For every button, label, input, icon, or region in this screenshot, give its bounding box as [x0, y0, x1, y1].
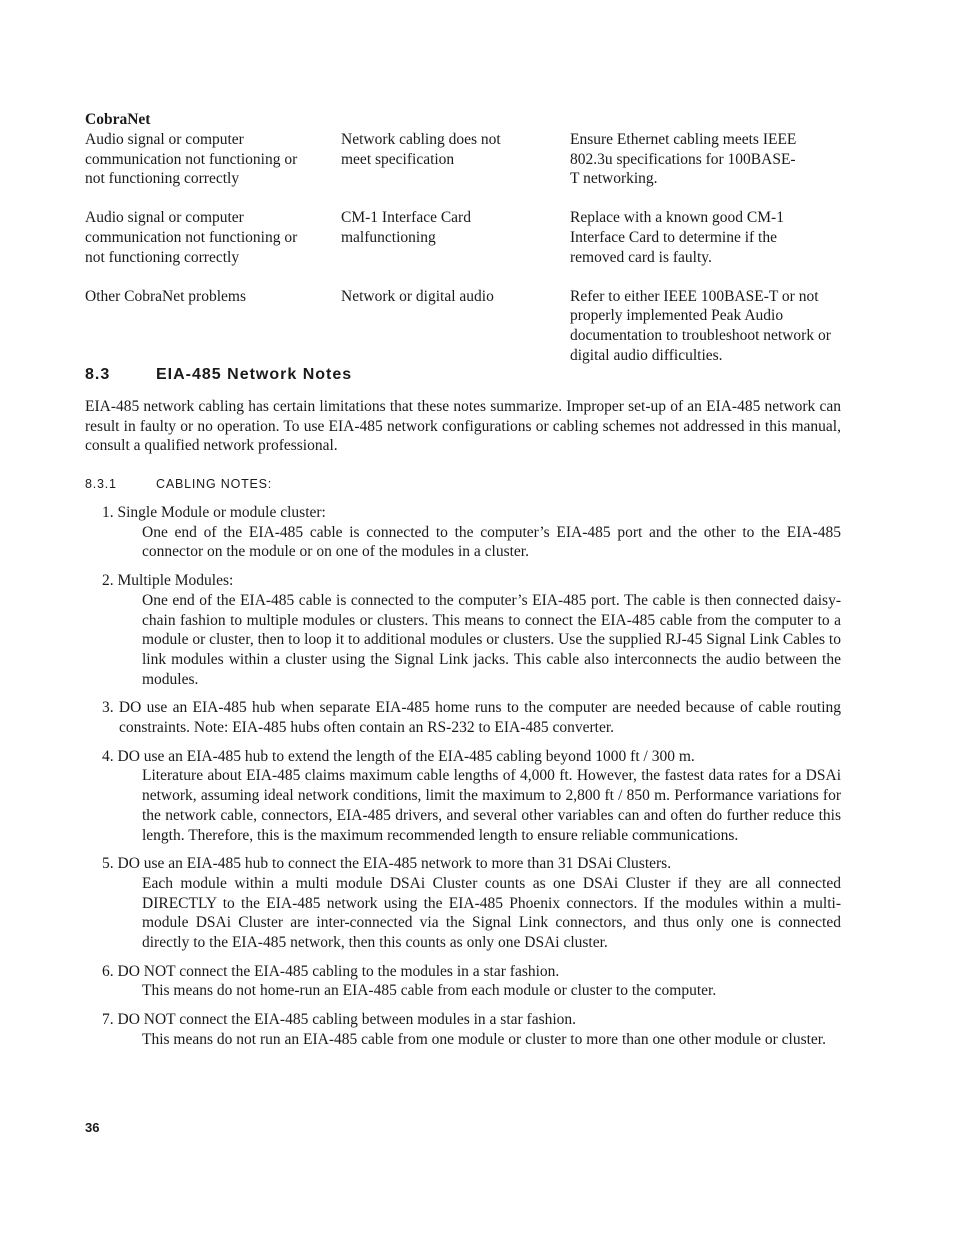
section-intro: EIA-485 network cabling has certain limitations that these notes summarize. Improper set-up of an EIA-485 network can result in faulty or no operation. To use EIA-485 network configurations or cabling schemes not addressed in this manual, consult a qualified network professional.	[85, 398, 841, 455]
subsection-heading	[85, 477, 272, 491]
troubleshooting-table	[85, 110, 841, 365]
cabling-notes-list	[85, 503, 841, 1059]
table-heading: CobraNet	[85, 111, 151, 128]
note-lead: 3. DO use an EIA-485 hub when separate EIA-485 home runs to the computer are needed because of cable routing constraints. Note: EIA-485 hubs often contain an RS-232 to EIA-485 converter.	[102, 699, 841, 737]
note-lead: 4. DO use an EIA-485 hub to extend the length of the EIA-485 cabling beyond 1000 ft / 300 m.	[102, 747, 695, 765]
note-body: One end of the EIA-485 cable is connected to the computer’s EIA-485 port and the other to the EIA-485 connector on the module or on one of the modules in a cluster.	[142, 523, 841, 561]
remedy-cell: Refer to either IEEE 100BASE-T or not properly implemented Peak Audio documentation to troubleshoot network or digital audio difficulties.	[570, 287, 831, 364]
note-body: Literature about EIA-485 claims maximum cable lengths of 4,000 ft. However, the fastest data rates for a DSAi network, assuming ideal network conditions, limit the maximum to 2,800 ft / 850 m. Performance variations for the network cable, connectors, EIA-485 drivers, and several other variables can and often do further reduce this length. Therefore, this is the maximum recommended length to ensure reliable communications.	[142, 767, 841, 844]
remedy-cell: Replace with a known good CM-1 Interface Card to determine if the removed card is faulty.	[570, 209, 784, 266]
symptom-cell: Other CobraNet problems	[85, 287, 246, 305]
cause-cell: Network or digital audio	[341, 287, 494, 305]
note-lead: 2. Multiple Modules:	[102, 572, 234, 590]
note-lead: 5. DO use an EIA-485 hub to connect the EIA-485 network to more than 31 DSAi Clusters.	[102, 855, 672, 873]
list-item	[85, 571, 841, 689]
note-lead: 6. DO NOT connect the EIA-485 cabling to the modules in a star fashion.	[102, 962, 560, 980]
cause-cell: CM-1 Interface Card malfunctioning	[341, 209, 471, 246]
symptom-cell: Audio signal or computer communication not functioning or not functioning correctly	[85, 131, 298, 188]
note-body: One end of the EIA-485 cable is connected to the computer’s EIA-485 port. The cable is then connected daisy-chain fashion to multiple modules or clusters. This means to connect the EIA-485 cable from the computer to a module or cluster, then to loop it to additional modules or clusters. Use the supplied RJ-45 Signal Link Cables to link modules within a cluster using the Signal Link jacks. This cable also interconnects the audio between the modules.	[142, 591, 841, 688]
list-item	[85, 854, 841, 953]
section-heading	[85, 366, 841, 384]
table-row	[85, 208, 841, 267]
note-lead: 7. DO NOT connect the EIA-485 cabling between modules in a star fashion.	[102, 1011, 577, 1029]
section-title: EIA-485 Network Notes	[156, 366, 353, 383]
section-number: 8.3	[85, 366, 111, 383]
page-number: 36	[85, 1120, 100, 1135]
list-item	[85, 747, 841, 846]
list-item	[85, 503, 841, 562]
note-body: This means do not run an EIA-485 cable from one module or cluster to more than one other module or cluster.	[142, 1030, 826, 1048]
symptom-cell: Audio signal or computer communication not functioning or not functioning correctly	[85, 209, 298, 266]
list-item	[85, 962, 841, 1001]
note-body: This means do not home-run an EIA-485 cable from each module or cluster to the computer.	[142, 982, 717, 1000]
remedy-cell: Ensure Ethernet cabling meets IEEE 802.3u specifications for 100BASE-T networking.	[570, 131, 797, 188]
list-item	[85, 1010, 841, 1049]
list-item	[85, 698, 841, 737]
table-row	[85, 287, 841, 365]
table-row	[85, 130, 841, 189]
subsection-number: 8.3.1	[85, 477, 117, 491]
subsection-title: CABLING NOTES:	[156, 477, 273, 491]
note-body: Each module within a multi module DSAi Cluster counts as one DSAi Cluster if they are all connected DIRECTLY to the EIA-485 network using the EIA-485 Phoenix connectors. If the modules within a multi-module DSAi Cluster are inter-connected via the Signal Link connectors, and thus only one is connected directly to the EIA-485 network, then this counts as only one DSAi cluster.	[142, 874, 841, 952]
note-lead: 1. Single Module or module cluster:	[102, 504, 326, 521]
cause-cell: Network cabling does not meet specification	[341, 131, 501, 168]
